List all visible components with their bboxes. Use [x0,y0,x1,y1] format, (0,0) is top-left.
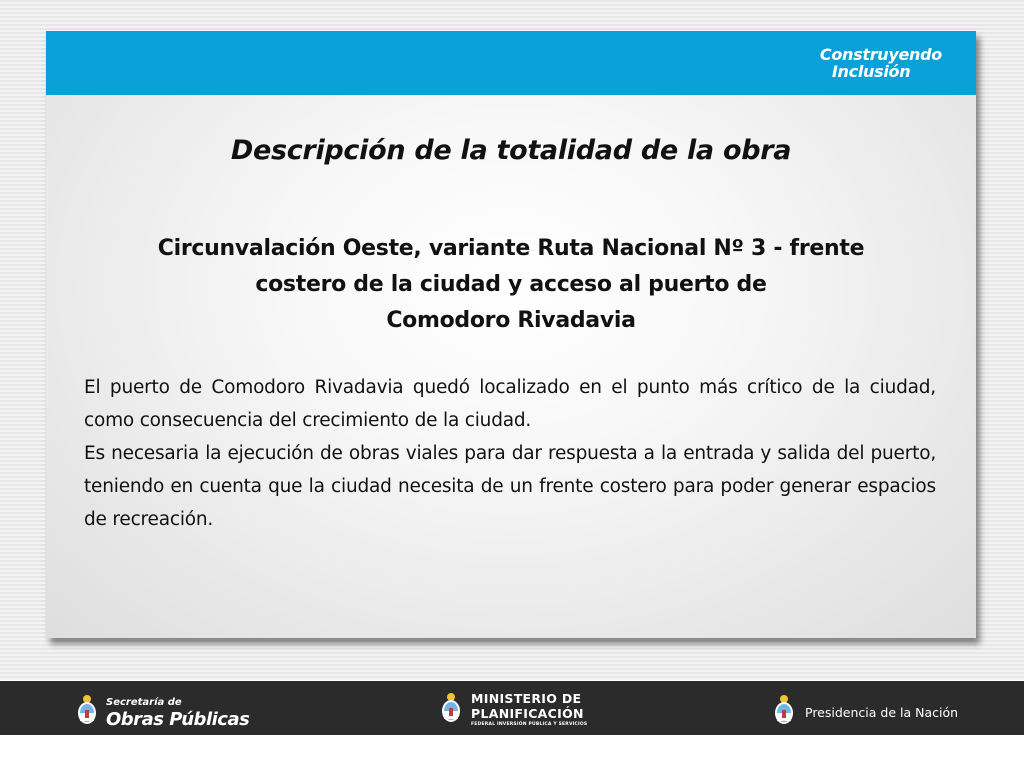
obras-publicas-label: Obras Públicas [106,709,250,730]
slide-subtitle [86,231,936,339]
ministerio-planificacion-logo [471,691,587,728]
body-paragraph: Es necesaria la ejecución de obras viales para dar respuesta a la entrada y salida del puerto, teniendo en cuenta que la ciudad necesita de un frente costero para poder generar espacios de recreación. [84,443,936,530]
slide-header-bar [46,31,976,95]
brand-line2: Inclusión [831,62,911,81]
subtitle-line: Comodoro Rivadavia [386,308,636,333]
argentina-shield-icon [76,694,98,726]
ministerio-line3: FEDERAL INVERSIÓN PÚBLICA Y SERVICIOS [471,722,588,727]
body-paragraph: El puerto de Comodoro Rivadavia quedó localizado en el punto más crítico de la ciudad, como consecuencia del crecimiento de la ciudad. [84,377,936,431]
ministerio-line2: PLANIFICACIÓN [471,706,584,721]
subtitle-line: Circunvalación Oeste, variante Ruta Nacional Nº 3 - frente [157,236,865,261]
construyendo-inclusion-logo [820,46,942,80]
footer-bottom [0,735,1024,768]
argentina-shield-icon [773,694,795,726]
brand-line1: Construyendo [819,45,942,64]
slide-title: Descripción de la totalidad de la obra [230,135,792,166]
secretaria-label: Secretaría de [106,697,182,708]
slide-card [46,31,976,638]
ministerio-line1: MINISTERIO DE [471,691,582,706]
slide-body [84,371,936,536]
subtitle-line: costero de la ciudad y acceso al puerto de [255,272,767,297]
presidencia-label: Presidencia de la Nación [805,705,959,720]
secretaria-obras-publicas-logo [106,696,249,730]
argentina-shield-icon [440,692,462,724]
